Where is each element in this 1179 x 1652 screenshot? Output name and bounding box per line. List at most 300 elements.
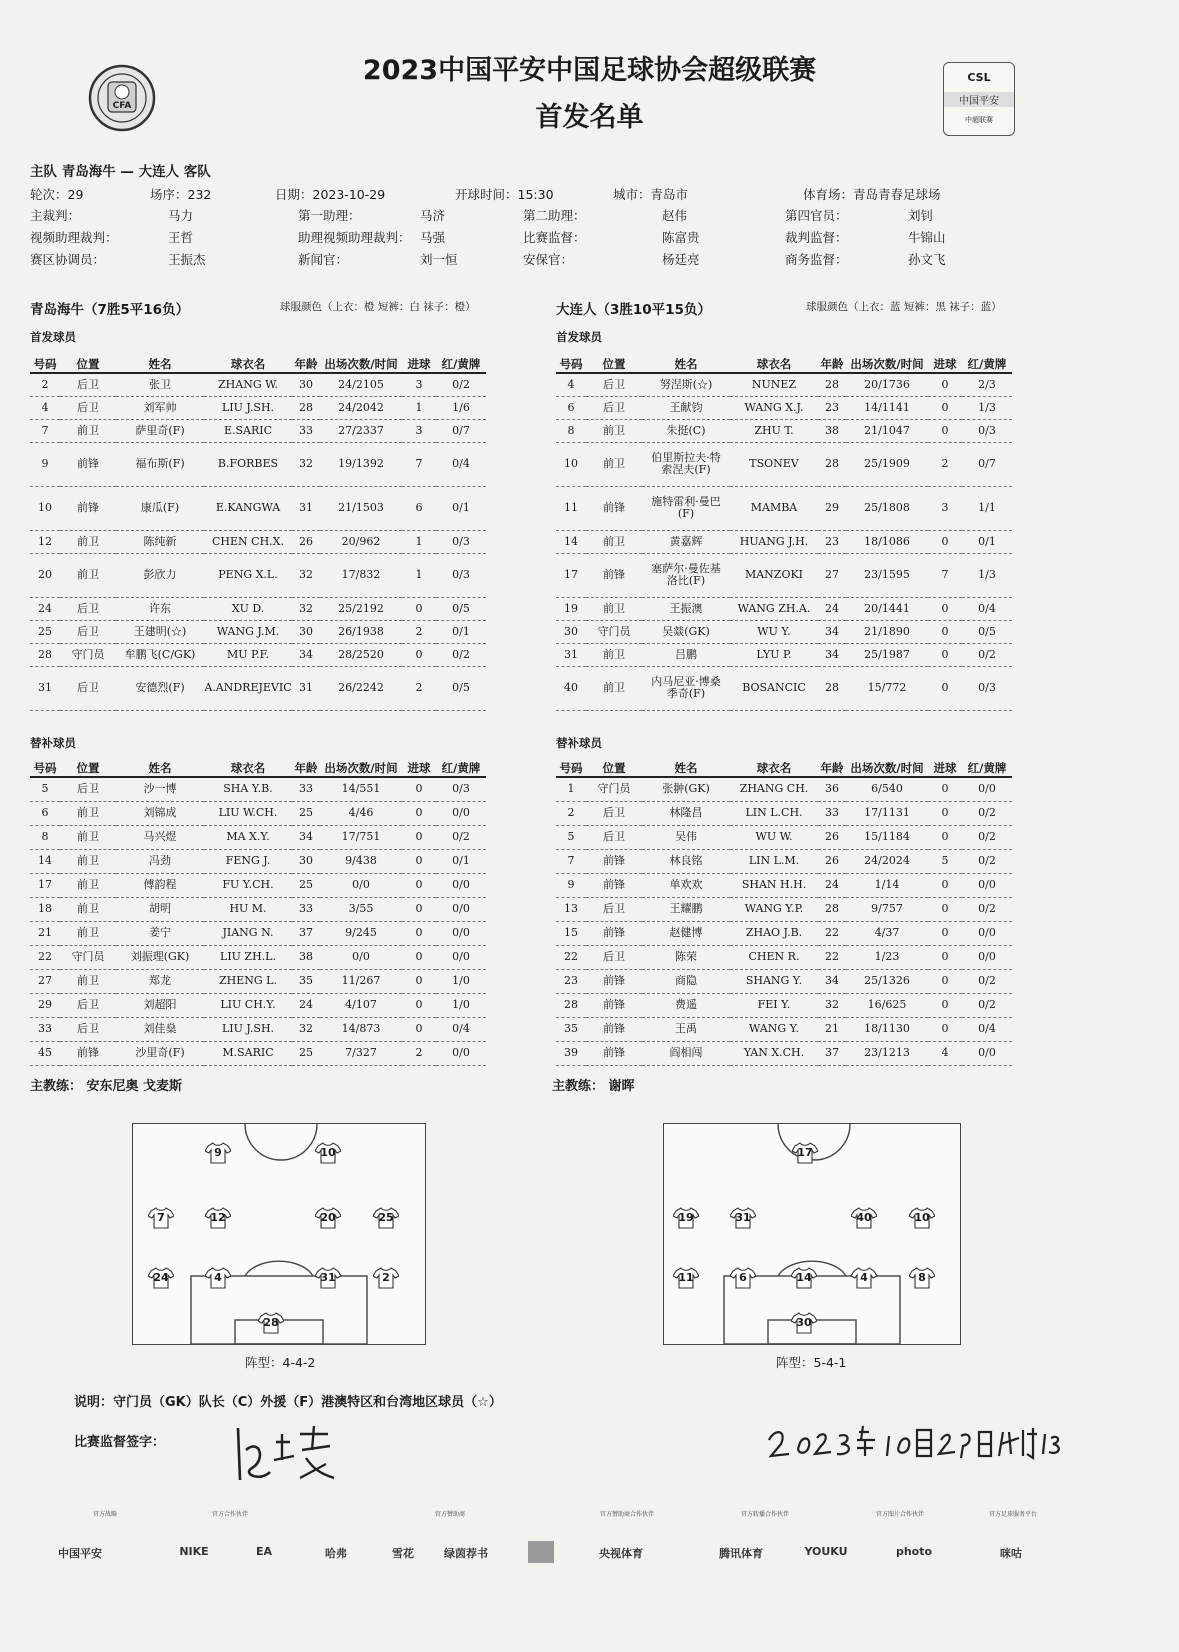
shirt-number: 22 <box>30 945 60 969</box>
goals: 0 <box>402 945 436 969</box>
home-kit-colors: 球服颜色（上衣：橙 短裤：白 袜子：橙） <box>280 301 476 313</box>
cards: 0/2 <box>962 897 1012 921</box>
player-shirt-icon <box>730 1267 756 1289</box>
round: 轮次：29 <box>30 187 84 202</box>
appearances-minutes: 27/2337 <box>320 419 402 442</box>
shirt-name: WU Y. <box>730 620 818 643</box>
stadium: 体育场：青岛青春足球场 <box>803 187 941 202</box>
goals: 0 <box>928 825 962 849</box>
player-shirt-icon <box>315 1207 341 1229</box>
position: 后卫 <box>586 897 642 921</box>
shirt-name: LIU W.CH. <box>204 801 292 825</box>
position: 前卫 <box>586 530 642 553</box>
shirt-name: ZHANG CH. <box>730 777 818 801</box>
handwritten-datetime <box>765 1418 1065 1468</box>
sponsor-category-label: 官方战略 <box>92 1511 117 1518</box>
shirt-number: 24 <box>30 597 60 620</box>
position: 前卫 <box>60 530 116 553</box>
table-row <box>556 597 1012 620</box>
appearances-minutes: 4/107 <box>320 993 402 1017</box>
player-shirt-icon <box>730 1207 756 1229</box>
shirt-number: 45 <box>30 1041 60 1065</box>
table-row <box>556 921 1012 945</box>
shirt-name: LIU ZH.L. <box>204 945 292 969</box>
player-name: 刘佳燊 <box>116 1017 204 1041</box>
shirt-number: 28 <box>30 643 60 666</box>
table-row <box>30 921 486 945</box>
table-row <box>30 530 486 553</box>
player-name: 吴燚(GK) <box>642 620 730 643</box>
away-starters-table <box>556 355 1012 711</box>
shirt-number: 9 <box>556 873 586 897</box>
column-header: 位置 <box>586 759 642 777</box>
appearances-minutes: 1/14 <box>846 873 928 897</box>
goals: 0 <box>402 777 436 801</box>
column-header: 姓名 <box>642 759 730 777</box>
page-subtitle: 首发名单 <box>535 102 644 133</box>
player-name: 阎相闯 <box>642 1041 730 1065</box>
appearances-minutes: 28/2520 <box>320 643 402 666</box>
player-name: 施特雷利·曼巴(F) <box>642 486 730 530</box>
age: 28 <box>818 897 846 921</box>
home-starters-label: 首发球员 <box>30 330 76 344</box>
age: 21 <box>818 1017 846 1041</box>
table-row <box>30 419 486 442</box>
player-shirt-icon <box>909 1267 935 1289</box>
csl-logo-line: 中超联赛 <box>965 116 993 124</box>
shirt-number: 13 <box>556 897 586 921</box>
table-row <box>556 849 1012 873</box>
shirt-number-label: 17 <box>797 1146 813 1159</box>
signature-label: 比赛监督签字： <box>74 1435 166 1450</box>
appearances-minutes: 7/327 <box>320 1041 402 1065</box>
player-name: 冯劲 <box>116 849 204 873</box>
cards: 0/2 <box>962 643 1012 666</box>
table-row <box>556 373 1012 396</box>
position: 前锋 <box>60 486 116 530</box>
player-name: 王耀鹏 <box>642 897 730 921</box>
position: 守门员 <box>60 643 116 666</box>
shirt-name: FENG J. <box>204 849 292 873</box>
goals: 1 <box>402 396 436 419</box>
official-name: 牛锦山 <box>908 230 946 245</box>
position: 前锋 <box>586 873 642 897</box>
position: 前卫 <box>60 873 116 897</box>
appearances-minutes: 18/1130 <box>846 1017 928 1041</box>
table-row <box>30 777 486 801</box>
table-row <box>30 396 486 419</box>
age: 27 <box>818 553 846 597</box>
city: 城市：青岛市 <box>613 187 689 202</box>
shirt-number: 33 <box>30 1017 60 1041</box>
goals: 3 <box>402 419 436 442</box>
shirt-name: CHEN CH.X. <box>204 530 292 553</box>
shirt-name: ZHANG W. <box>204 373 292 396</box>
player-shirt-icon <box>315 1267 341 1289</box>
column-header: 进球 <box>928 759 962 777</box>
table-row <box>30 849 486 873</box>
csl-logo-line: CSL <box>967 71 991 84</box>
shirt-name: TSONEV <box>730 442 818 486</box>
shirt-name: A.ANDREJEVIC <box>204 666 292 710</box>
shirt-name: MU P.F. <box>204 643 292 666</box>
age: 34 <box>818 643 846 666</box>
goals: 0 <box>928 801 962 825</box>
age: 26 <box>818 825 846 849</box>
age: 32 <box>818 993 846 1017</box>
shirt-number-label: 40 <box>856 1211 872 1224</box>
position: 前锋 <box>586 993 642 1017</box>
shirt-number: 6 <box>30 801 60 825</box>
position: 后卫 <box>60 620 116 643</box>
cards: 0/2 <box>962 849 1012 873</box>
appearances-minutes: 25/1326 <box>846 969 928 993</box>
position: 前锋 <box>60 1041 116 1065</box>
cards: 0/2 <box>436 373 486 396</box>
shirt-number: 29 <box>30 993 60 1017</box>
kickoff-time: 开球时间：15:30 <box>455 187 554 202</box>
position: 前卫 <box>586 442 642 486</box>
table-row <box>556 777 1012 801</box>
appearances-minutes: 4/46 <box>320 801 402 825</box>
appearances-minutes: 15/772 <box>846 666 928 710</box>
shirt-number: 4 <box>30 396 60 419</box>
away-formation: 阵型：5-4-1 <box>776 1355 847 1370</box>
age: 30 <box>292 373 320 396</box>
table-header-row <box>30 759 486 777</box>
player-name: 林隆昌 <box>642 801 730 825</box>
column-header: 位置 <box>60 355 116 373</box>
cards: 0/0 <box>436 1041 486 1065</box>
official-label: 安保官： <box>523 252 574 267</box>
player-name: 张卫 <box>116 373 204 396</box>
shirt-number-label: 11 <box>678 1271 694 1284</box>
table-row <box>556 945 1012 969</box>
shirt-number: 17 <box>30 873 60 897</box>
cards: 0/1 <box>436 849 486 873</box>
appearances-minutes: 25/2192 <box>320 597 402 620</box>
appearances-minutes: 14/1141 <box>846 396 928 419</box>
age: 24 <box>292 993 320 1017</box>
goals: 0 <box>402 1017 436 1041</box>
shirt-name: ZHU T. <box>730 419 818 442</box>
position: 前锋 <box>586 553 642 597</box>
cards: 1/0 <box>436 993 486 1017</box>
appearances-minutes: 25/1909 <box>846 442 928 486</box>
away-subs-table <box>556 759 1012 1066</box>
age: 37 <box>292 921 320 945</box>
age: 23 <box>818 396 846 419</box>
sponsor-logo: photo <box>895 1545 933 1558</box>
position: 后卫 <box>586 945 642 969</box>
official-label: 比赛监督： <box>523 230 586 245</box>
age: 36 <box>818 777 846 801</box>
goals: 0 <box>928 993 962 1017</box>
official-name: 陈富贵 <box>662 230 700 245</box>
player-name: 内马尼亚·博桑季奇(F) <box>642 666 730 710</box>
appearances-minutes: 20/1441 <box>846 597 928 620</box>
position: 守门员 <box>60 945 116 969</box>
appearances-minutes: 19/1392 <box>320 442 402 486</box>
table-row <box>30 1017 486 1041</box>
shirt-number-label: 28 <box>263 1316 279 1329</box>
age: 26 <box>818 849 846 873</box>
age: 37 <box>818 1041 846 1065</box>
appearances-minutes: 17/751 <box>320 825 402 849</box>
age: 28 <box>818 373 846 396</box>
table-row <box>556 643 1012 666</box>
age: 34 <box>818 620 846 643</box>
player-shirt-icon <box>851 1267 877 1289</box>
player-name: 萨里奇(F) <box>116 419 204 442</box>
column-header: 位置 <box>586 355 642 373</box>
goals: 0 <box>402 993 436 1017</box>
table-row <box>556 486 1012 530</box>
cards: 0/2 <box>962 825 1012 849</box>
column-header: 号码 <box>30 759 60 777</box>
away-coach: 主教练： 谢晖 <box>552 1079 635 1094</box>
goals: 5 <box>928 849 962 873</box>
cards: 0/7 <box>436 419 486 442</box>
shirt-number-label: 4 <box>860 1271 868 1284</box>
column-header: 进球 <box>402 759 436 777</box>
cards: 0/2 <box>436 825 486 849</box>
cards: 1/1 <box>962 486 1012 530</box>
shirt-name: YAN X.CH. <box>730 1041 818 1065</box>
official-label: 新闻官： <box>298 252 349 267</box>
goals: 7 <box>402 442 436 486</box>
shirt-number-label: 8 <box>918 1271 926 1284</box>
appearances-minutes: 20/962 <box>320 530 402 553</box>
appearances-minutes: 21/1890 <box>846 620 928 643</box>
goals: 2 <box>928 442 962 486</box>
goals: 0 <box>928 897 962 921</box>
column-header: 年龄 <box>818 759 846 777</box>
goals: 0 <box>928 373 962 396</box>
shirt-name: ZHAO J.B. <box>730 921 818 945</box>
legend-note: 说明：守门员（GK）队长（C）外援（F）港澳特区和台湾地区球员（☆） <box>74 1395 502 1410</box>
position: 前锋 <box>586 849 642 873</box>
age: 35 <box>292 969 320 993</box>
shirt-name: LIU CH.Y. <box>204 993 292 1017</box>
shirt-number: 2 <box>556 801 586 825</box>
table-row <box>30 897 486 921</box>
player-name: 马兴煜 <box>116 825 204 849</box>
column-header: 红/黄牌 <box>962 759 1012 777</box>
shirt-number: 31 <box>556 643 586 666</box>
goals: 0 <box>402 597 436 620</box>
appearances-minutes: 16/625 <box>846 993 928 1017</box>
shirt-number: 19 <box>556 597 586 620</box>
column-header: 姓名 <box>116 759 204 777</box>
position: 后卫 <box>60 993 116 1017</box>
shirt-number: 7 <box>556 849 586 873</box>
goals: 1 <box>402 530 436 553</box>
appearances-minutes: 9/757 <box>846 897 928 921</box>
official-name: 马力 <box>168 208 194 223</box>
shirt-number-label: 4 <box>214 1271 222 1284</box>
shirt-name: LYU P. <box>730 643 818 666</box>
goals: 0 <box>928 873 962 897</box>
position: 前卫 <box>60 801 116 825</box>
shirt-name: HU M. <box>204 897 292 921</box>
shirt-name: WANG X.J. <box>730 396 818 419</box>
shirt-number: 5 <box>556 825 586 849</box>
cards: 1/0 <box>436 969 486 993</box>
position: 前卫 <box>60 825 116 849</box>
sponsor-logo <box>528 1541 554 1563</box>
official-label: 第一助理： <box>298 208 361 223</box>
goals: 4 <box>928 1041 962 1065</box>
home-coach: 主教练： 安东尼奥 戈麦斯 <box>30 1079 183 1094</box>
shirt-name: LIN L.M. <box>730 849 818 873</box>
player-name: 傅韵程 <box>116 873 204 897</box>
player-shirt-icon <box>205 1267 231 1289</box>
table-row <box>30 553 486 597</box>
shirt-number: 15 <box>556 921 586 945</box>
player-name: 王禹 <box>642 1017 730 1041</box>
shirt-number: 10 <box>30 486 60 530</box>
shirt-name: MA X.Y. <box>204 825 292 849</box>
sponsor-logo: EA <box>255 1545 273 1558</box>
shirt-number-label: 12 <box>210 1211 226 1224</box>
cards: 0/0 <box>436 801 486 825</box>
table-row <box>556 969 1012 993</box>
goals: 0 <box>402 801 436 825</box>
cards: 0/2 <box>962 993 1012 1017</box>
cards: 1/3 <box>962 396 1012 419</box>
appearances-minutes: 14/873 <box>320 1017 402 1041</box>
column-header: 进球 <box>402 355 436 373</box>
table-row <box>30 945 486 969</box>
player-name: 伯里斯拉夫·特索涅夫(F) <box>642 442 730 486</box>
player-name: 王建明(☆) <box>116 620 204 643</box>
shirt-number-label: 6 <box>739 1271 747 1284</box>
goals: 0 <box>402 849 436 873</box>
player-name: 朱挺(C) <box>642 419 730 442</box>
shirt-name: M.SARIC <box>204 1041 292 1065</box>
shirt-number: 27 <box>30 969 60 993</box>
player-shirt-icon <box>373 1267 399 1289</box>
appearances-minutes: 9/245 <box>320 921 402 945</box>
appearances-minutes: 11/267 <box>320 969 402 993</box>
home-team-record: 青岛海牛（7胜5平16负） <box>30 302 190 318</box>
shirt-number-label: 9 <box>214 1146 222 1159</box>
shirt-number: 12 <box>30 530 60 553</box>
appearances-minutes: 21/1503 <box>320 486 402 530</box>
official-label: 商务监督： <box>785 252 848 267</box>
shirt-name: MANZOKI <box>730 553 818 597</box>
shirt-name: LIU J.SH. <box>204 1017 292 1041</box>
player-shirt-icon <box>791 1312 817 1334</box>
shirt-number: 14 <box>30 849 60 873</box>
goals: 7 <box>928 553 962 597</box>
player-shirt-icon <box>373 1207 399 1229</box>
goals: 2 <box>402 1041 436 1065</box>
age: 38 <box>292 945 320 969</box>
goals: 6 <box>402 486 436 530</box>
player-name: 商隐 <box>642 969 730 993</box>
shirt-number: 40 <box>556 666 586 710</box>
cfa-logo-text: CFA <box>112 101 132 111</box>
shirt-number-label: 31 <box>735 1211 751 1224</box>
age: 28 <box>292 396 320 419</box>
appearances-minutes: 4/37 <box>846 921 928 945</box>
position: 前锋 <box>586 969 642 993</box>
player-name: 康瓜(F) <box>116 486 204 530</box>
player-name: 沙里奇(F) <box>116 1041 204 1065</box>
age: 30 <box>292 849 320 873</box>
cards: 0/3 <box>962 666 1012 710</box>
shirt-name: WANG J.M. <box>204 620 292 643</box>
appearances-minutes: 23/1595 <box>846 553 928 597</box>
table-row <box>556 396 1012 419</box>
cards: 0/1 <box>962 530 1012 553</box>
cards: 0/2 <box>436 643 486 666</box>
player-name: 王献钧 <box>642 396 730 419</box>
appearances-minutes: 26/2242 <box>320 666 402 710</box>
sponsor-category-label: 官方合作伙伴 <box>211 1511 248 1518</box>
position: 守门员 <box>586 777 642 801</box>
goals: 3 <box>928 486 962 530</box>
shirt-number: 11 <box>556 486 586 530</box>
cards: 0/4 <box>436 442 486 486</box>
shirt-name: WU W. <box>730 825 818 849</box>
shirt-number: 1 <box>556 777 586 801</box>
cards: 0/4 <box>436 1017 486 1041</box>
cards: 1/6 <box>436 396 486 419</box>
goals: 0 <box>402 873 436 897</box>
sponsor-logo: 雪花 <box>392 1547 414 1560</box>
table-row <box>30 597 486 620</box>
official-label: 第二助理： <box>523 208 586 223</box>
goals: 0 <box>928 597 962 620</box>
player-name: 塞萨尔·曼佐基洛比(F) <box>642 553 730 597</box>
official-name: 孙文飞 <box>908 252 946 267</box>
shirt-name: LIN L.CH. <box>730 801 818 825</box>
table-row <box>30 1041 486 1065</box>
shirt-name: BOSANCIC <box>730 666 818 710</box>
player-name: 费遥 <box>642 993 730 1017</box>
appearances-minutes: 1/23 <box>846 945 928 969</box>
sponsor-logo: 咪咕 <box>1000 1547 1022 1560</box>
goals: 0 <box>928 419 962 442</box>
player-name: 黄嘉辉 <box>642 530 730 553</box>
shirt-name: B.FORBES <box>204 442 292 486</box>
position: 前卫 <box>586 597 642 620</box>
table-row <box>556 993 1012 1017</box>
shirt-number: 9 <box>30 442 60 486</box>
table-row <box>30 873 486 897</box>
position: 前锋 <box>586 1041 642 1065</box>
table-row <box>556 825 1012 849</box>
cards: 0/0 <box>436 873 486 897</box>
appearances-minutes: 0/0 <box>320 873 402 897</box>
official-label: 主裁判： <box>30 208 81 223</box>
age: 32 <box>292 1017 320 1041</box>
sponsor-category-label: 官方转播合作伙伴 <box>740 1511 789 1518</box>
position: 前卫 <box>586 419 642 442</box>
shirt-number: 7 <box>30 419 60 442</box>
age: 26 <box>292 530 320 553</box>
position: 前卫 <box>586 643 642 666</box>
shirt-number: 10 <box>556 442 586 486</box>
position: 后卫 <box>60 777 116 801</box>
appearances-minutes: 17/1131 <box>846 801 928 825</box>
cards: 0/5 <box>436 666 486 710</box>
shirt-number: 31 <box>30 666 60 710</box>
goals: 0 <box>928 620 962 643</box>
